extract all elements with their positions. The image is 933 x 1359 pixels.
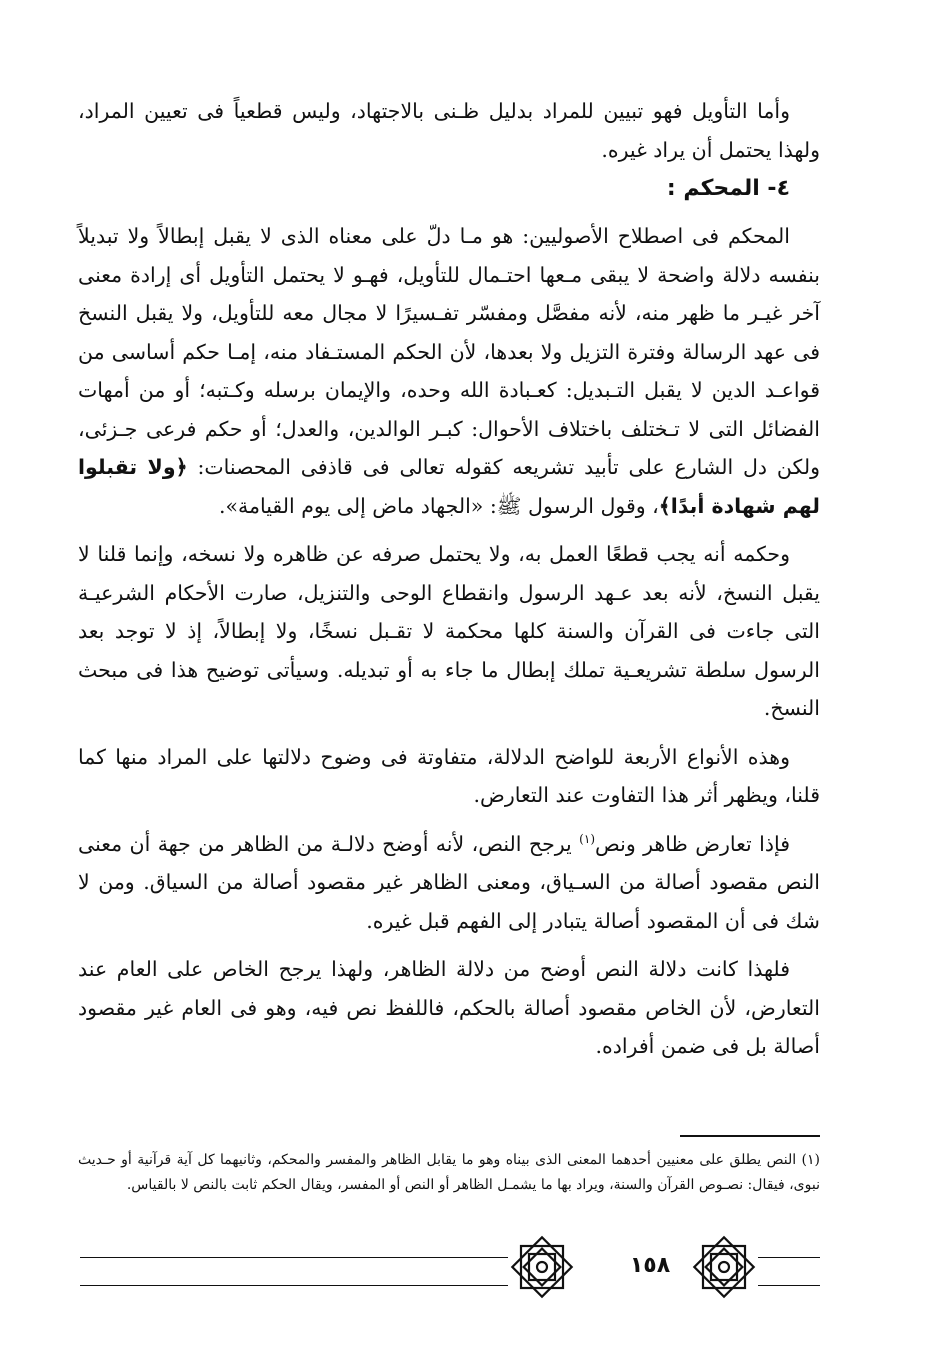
footer-rule-left-top bbox=[80, 1257, 508, 1258]
octagram-star-ornament-icon bbox=[510, 1235, 574, 1299]
conflict-text-rest: يرجح النص، لأنه أوضح دلالـة من الظاهر من جهة أن معنى النص مقصود أصالة من السـياق، ومعنى الظاهر غير مقصود أصالة من السياق. ومن لا شك فى أن المقصود أصالة يتبادر إلى الفهم قبل غيره. bbox=[78, 831, 820, 933]
footnote-separator bbox=[680, 1135, 820, 1137]
section-heading: ٤- المحكم : bbox=[666, 176, 790, 201]
footer-rule-left-bottom bbox=[80, 1285, 508, 1286]
intro-paragraph: وأما التأويل فهو تبيين للمراد بدليل ظـنى بالاجتهاد، وليس قطعياً فى تعيين المراد، ولهذا يحتمل أن يراد غيره. bbox=[78, 99, 820, 162]
page-number: ١٥٨ bbox=[629, 1253, 671, 1278]
conflict-paragraph bbox=[78, 825, 820, 941]
page-body bbox=[78, 92, 820, 1066]
footer-rule-right-bottom bbox=[758, 1285, 820, 1286]
definition-text-before-verse: المحكم فى اصطلاح الأصوليين: هو مـا دلّ على معناه الذى لا يقبل إبطالاً ولا تبديلاً بنفسه دلالة واضحة لا يبقى مـعها احتـمال للتأويل، فهـو لا يحتمل التأويل أى إرادة معنى آخر غيـر ما ظهر منه، لأنه مفصَّل ومفسّر تفـسيرًا لا مجال معه للتأويل، ولا يقبل النسخ فى عهد الرسالة وفترة التزيل ولا بعدها، لأن الحكم المستـفاد منه، إمـا حكم أساسى من قواعـد الدين لا يقبل التـبديل: كعـبادة الله وحده، والإيمان برسله وكـتبه؛ أو من أمهات الفضائل التى لا تـختلف باختلاف الأحوال: كبـر الوالدين، والعدل؛ أو حكم فرعى جـزئى، ولكن دل الشارع على تأبيد تشريعه كقوله تعالى فى قاذفى المحصنات: bbox=[78, 224, 820, 479]
footnote-reference[interactable]: (١) bbox=[579, 831, 595, 846]
definition-paragraph bbox=[78, 217, 820, 525]
footer-rule-right-top bbox=[758, 1257, 820, 1258]
types-paragraph: وهذه الأنواع الأربعة للواضح الدلالة، متفاوتة فى وضوح دلالتها على المراد منها كما قلنا، ويظهر أثر هذا التفاوت عند التعارض. bbox=[78, 744, 820, 807]
ruling-paragraph: وحكمه أنه يجب قطعًا العمل به، ولا يحتمل صرفه عن ظاهره ولا نسخه، وإنما قلنا لا يقبل النسخ، لأنه بعد عـهد الرسول وانقطاع الوحى والتنزيل، صارت الأحكام الشرعيـة التى جاءت فى القرآن والسنة كلها محكمة لا تقـبل نسخًا، ولا إبطالاً، إذ لا توجد بعد الرسول سلطة تشريعـية تملك إبطال ما جاء به أو تبديله. وسيأتى توضيح هذا فى مبحث النسخ. bbox=[78, 542, 820, 720]
page-footer bbox=[0, 1235, 933, 1305]
quran-verse: ﴿ولا تقبلوا لهم شهادة أبدًا﴾ bbox=[78, 455, 820, 518]
footnote: (١) النص يطلق على معنيين أحدهما المعنى الذى بيناه وهو ما يقابل الظاهر والمفسر والمحكم، وثانيهما كل آية قرآنية أو حـديث نبوى، فيقال: نصـوص القرآن والسنة، ويراد بها ما يشمـل الظاهر أو النص أو المفسر، ويقال الحكم ثابت بالنص لا بالقياس. bbox=[78, 1152, 820, 1193]
definition-text-after-verse: ، وقول الرسول ﷺ: «الجهاد ماض إلى يوم القيامة». bbox=[218, 493, 659, 518]
conflict-text-start: فإذا تعارض ظاهر ونص bbox=[595, 831, 790, 856]
specific-general-paragraph: فلهذا كانت دلالة النص أوضح من دلالة الظاهر، ولهذا يرجح الخاص على العام عند التعارض، لأن الخاص مقصود أصالة بالحكم، فاللفظ نص فيه، وهو فى العام غير مقصود أصالة بل فى ضمن أفراده. bbox=[78, 957, 820, 1058]
octagram-star-ornament-icon bbox=[692, 1235, 756, 1299]
